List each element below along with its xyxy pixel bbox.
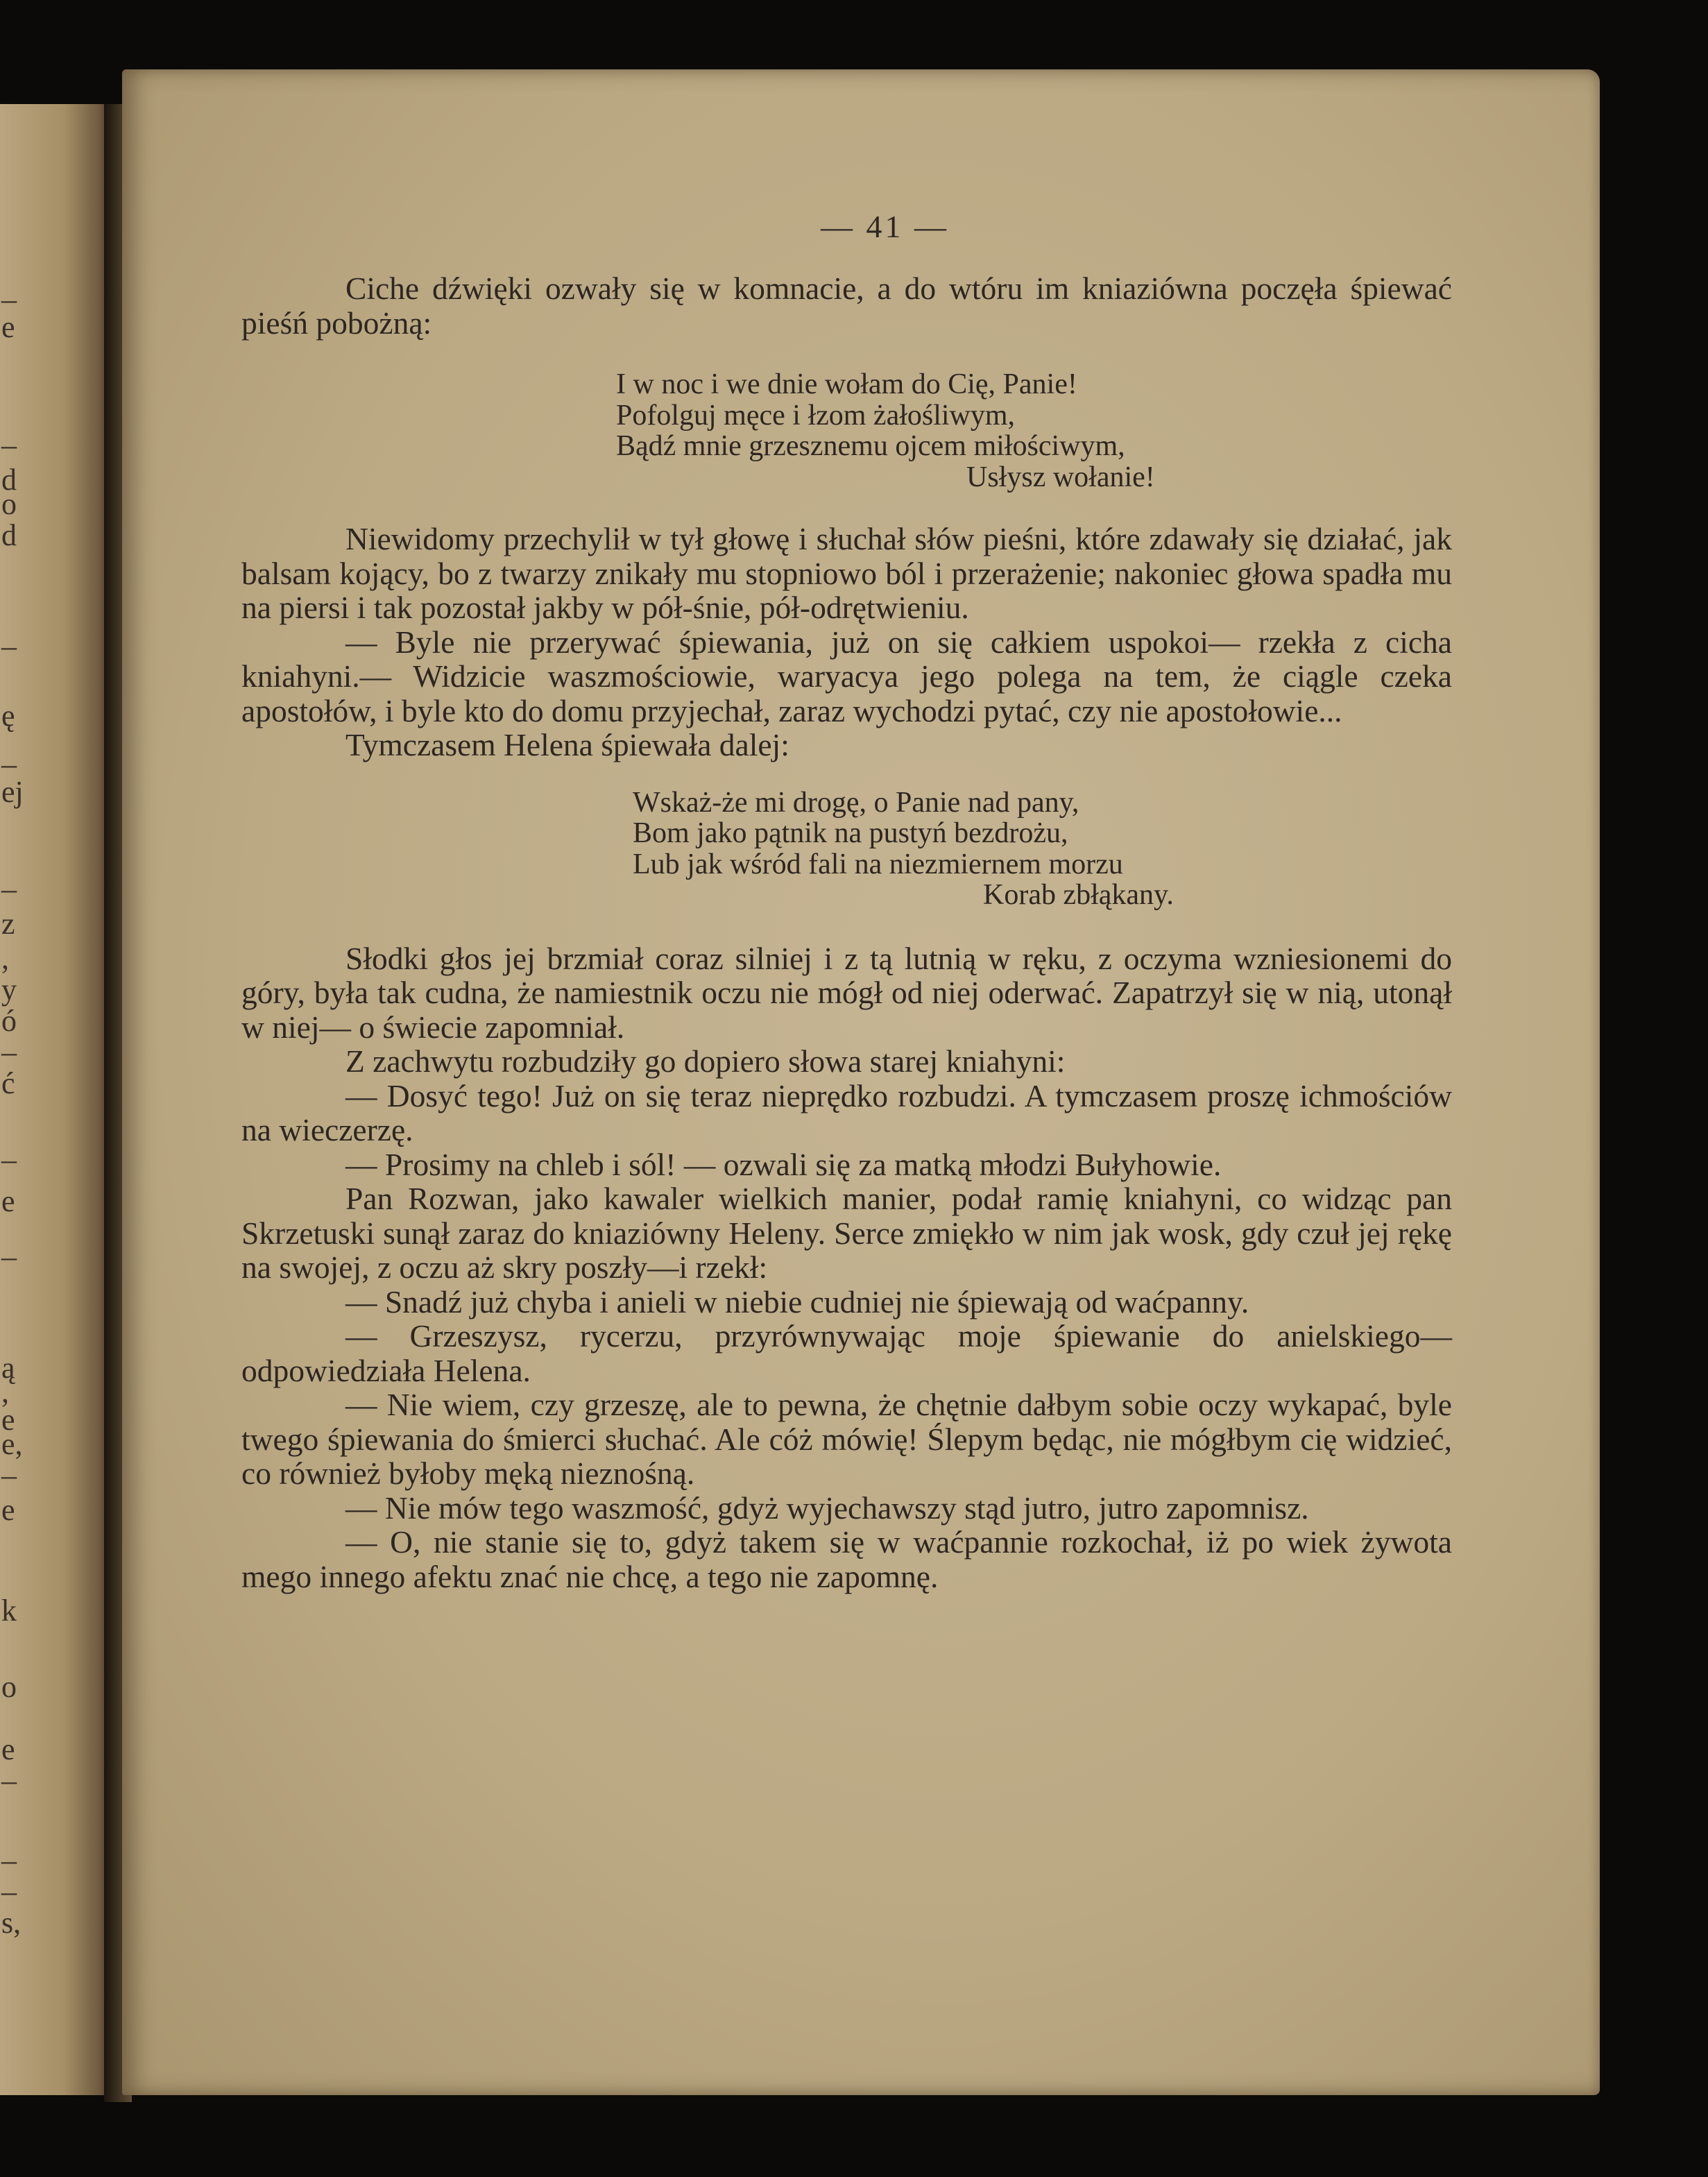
paragraph: — Nie wiem, czy grzeszę, ale to pewna, że chętnie dałbym sobie oczy wykapać, byle twego śpiewania do śmierci słuchać. Ale cóż mówię! Ślepym będąc, nie mógłbym cię widzieć, co również byłoby męką nieznośną. (241, 1387, 1452, 1491)
edge-text-fragment: – (1, 747, 17, 781)
page-text (241, 208, 1452, 1594)
edge-text-fragment: ó (1, 1004, 17, 1038)
book-page (122, 69, 1600, 2095)
edge-text-fragment: ę (1, 699, 15, 733)
edge-text-fragment: – (1, 1843, 17, 1877)
verse-line: I w noc i we dnie wołam do Cię, Panie! (616, 368, 1077, 400)
edge-text-fragment: e (1, 1493, 15, 1527)
edge-text-fragment: – (1, 872, 17, 906)
edge-text-fragment: d (1, 463, 17, 497)
paragraph: — Prosimy na chleb i sól! — ozwali się za matką młodzi Bułyhowie. (345, 1146, 1222, 1182)
edge-text-fragment: – (1, 629, 17, 663)
paragraph: Niewidomy przechylił w tył głowę i słuchał słów pieśni, które zdawały się działać, jak balsam kojący, bo z twarzy znikały mu stopniowo ból i przerażenie; nakoniec głowa spadła mu na piersi i tak pozostał jakby w pół-śnie, pół-odrętwieniu. (241, 521, 1452, 625)
paragraph: Tymczasem Helena śpiewała dalej: (345, 727, 789, 762)
edge-text-fragment: – (1, 1875, 17, 1909)
verse-line: Pofolguj męce i łzom żałośliwym, (616, 399, 1016, 432)
verse-stanza (241, 787, 1452, 911)
paragraph: — Byle nie przerywać śpiewania, już on się całkiem uspokoi— rzekła z cicha kniahyni.— Widzicie waszmościowie, waryacya jego polega na tem, że ciągle czeka apostołów, i byle kto do domu przyjechał, zaraz wychodzi pytać, czy nie apostołowie... (241, 624, 1452, 728)
edge-text-fragment: k (1, 1594, 17, 1628)
paragraph: Ciche dźwięki ozwały się w komnacie, a do wtóru im kniaziówna poczęła śpiewać pieśń pobożną: (241, 271, 1452, 341)
edge-text-fragment: , (1, 1375, 9, 1409)
edge-text-fragment: z (1, 907, 15, 941)
verse-line: Bądź mnie grzesznemu ojcem miłościwym, (616, 430, 1125, 462)
edge-text-fragment: o (1, 487, 17, 521)
paragraph: Pan Rozwan, jako kawaler wielkich manier, podał ramię kniahyni, co widząc pan Skrzetuski sunął zaraz do kniaziówny Heleny. Serce zmiękło w nim jak wosk, gdy czuł jej rękę na swojej, z oczu aż skry poszły—i rzekł: (241, 1181, 1452, 1285)
edge-text-fragment: d (1, 518, 17, 552)
edge-text-fragment: e (1, 1184, 15, 1218)
paragraph: — Grzeszysz, rycerzu, przyrównywając moje śpiewanie do anielskiego—odpowiedziała Helena. (241, 1318, 1452, 1388)
edge-text-fragment: – (1, 428, 17, 462)
paragraph: — Dosyć tego! Już on się teraz nieprędko rozbudzi. A tymczasem proszę ichmościów na wieczerzę. (241, 1077, 1452, 1147)
edge-text-fragment: s, (1, 1906, 22, 1940)
edge-text-fragment: e (1, 1403, 15, 1437)
edge-text-fragment: o (1, 1670, 17, 1704)
edge-text-fragment: – (1, 1035, 17, 1069)
verse-line: Usłysz wołanie! (966, 461, 1155, 493)
edge-text-fragment: ej (1, 775, 24, 809)
verse-line: Wskaż-że mi drogę, o Panie nad pany, (633, 786, 1079, 819)
edge-text-fragment: – (1, 1240, 17, 1274)
edge-text-fragment: ą (1, 1351, 15, 1385)
edge-text-fragment: ć (1, 1066, 15, 1100)
paragraph: — O, nie stanie się to, gdyż takem się w waćpannie rozkochał, iż po wiek żywota mego innego afektu znać nie chcę, a tego nie zapomnę. (241, 1524, 1452, 1594)
paragraph: — Nie mów tego waszmość, gdyż wyjechawszy stąd jutro, jutro zapomnisz. (345, 1489, 1309, 1526)
verse-line: Bom jako pątnik na pustyń bezdrożu, (633, 817, 1068, 849)
verse-line: Lub jak wśród fali na niezmiernem morzu (633, 848, 1123, 880)
edge-text-fragment: e, (1, 1427, 23, 1461)
edge-text-fragment: e (1, 1732, 15, 1766)
verse-line: Korab zbłąkany. (983, 879, 1174, 911)
edge-text-fragment: – (1, 1458, 17, 1492)
text-section (241, 522, 1452, 762)
text-section (241, 271, 1452, 340)
edge-text-fragment: – (1, 1143, 17, 1177)
paragraph: — Snadź już chyba i anieli w niebie cudniej nie śpiewają od waćpanny. (345, 1283, 1249, 1320)
previous-page-edge (0, 104, 117, 2095)
edge-text-fragment: – (1, 1764, 17, 1798)
verse-stanza (241, 369, 1452, 493)
paragraph: Słodki głos jej brzmiał coraz silniej i z tą lutnią w ręku, z oczyma wzniesionemi do góry, była tak cudna, że namiestnik oczu nie mógł od niej oderwać. Zapatrzył się w nią, utonął w niej— o świecie zapomniał. (241, 940, 1452, 1045)
edge-text-fragment: , (1, 941, 9, 975)
edge-text-fragment: e (1, 310, 15, 344)
page-number: — 41 — (821, 209, 949, 244)
edge-text-fragment: y (1, 973, 17, 1007)
text-section (241, 941, 1452, 1594)
paragraph: Z zachwytu rozbudziły go dopiero słowa starej kniahyni: (345, 1043, 1066, 1079)
edge-text-fragment: – (1, 282, 17, 316)
